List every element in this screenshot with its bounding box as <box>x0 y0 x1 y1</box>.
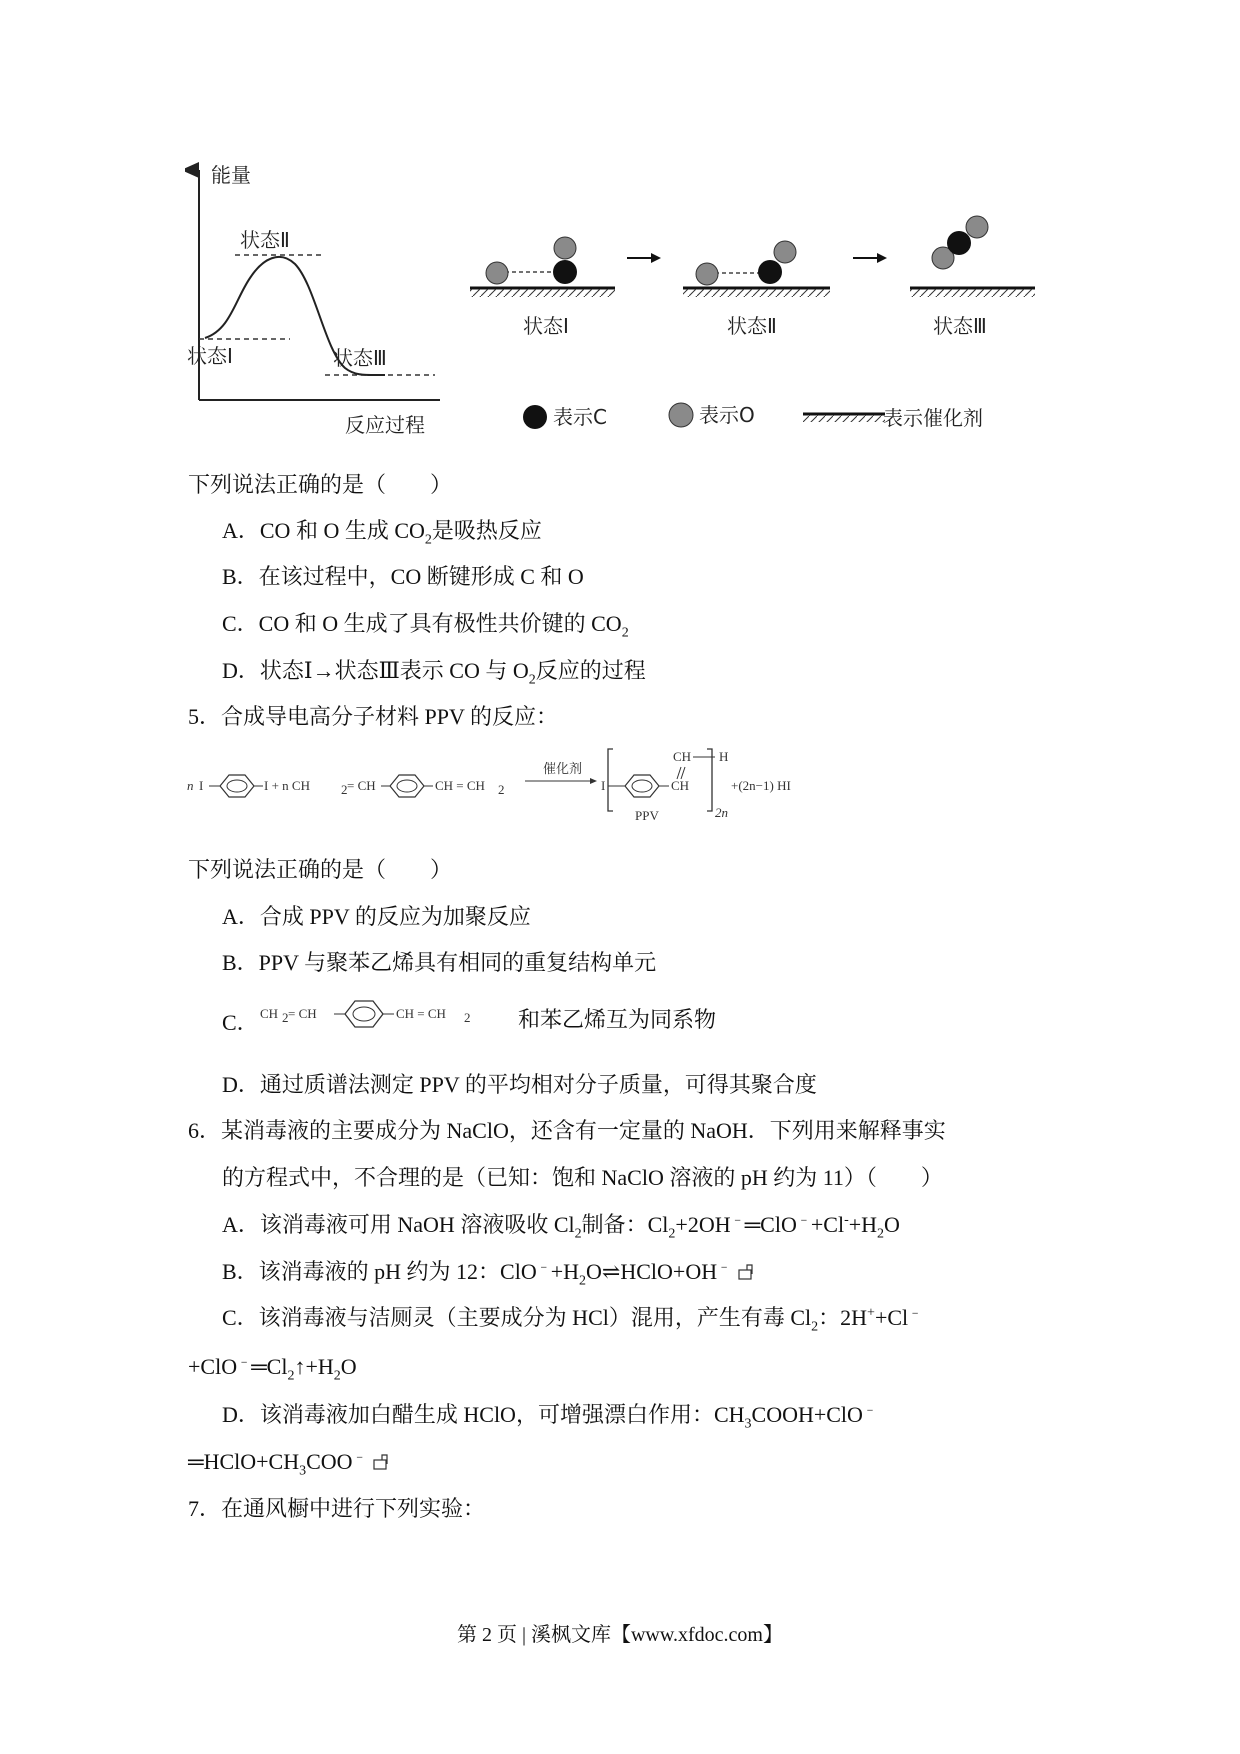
c-atom <box>947 231 971 255</box>
svg-text:I + n CH: I + n CH <box>264 778 310 793</box>
q5-option-b[interactable]: B．PPV 与聚苯乙烯具有相同的重复结构单元 <box>222 950 657 975</box>
q4-option-d[interactable]: D．状态Ⅰ→状态Ⅲ表示 CO 与 $O_2$反应的过程 <box>222 658 646 688</box>
benzene-ring-icon <box>625 775 659 797</box>
o-atom <box>774 241 796 263</box>
q6-option-a[interactable]: A．该消毒液可用 NaOH 溶液吸收 $Cl_2$制备：$Cl_2+2OH^﹣═ClO^﹣+Cl^-+H_2O$ <box>222 1212 900 1242</box>
q5-option-a[interactable]: A．合成 PPV 的反应为加聚反应 <box>222 904 531 929</box>
energy-diagram <box>185 160 455 450</box>
divinylbenzene-structure <box>258 995 518 1041</box>
arrow-icon <box>853 253 887 263</box>
q6-option-c-cont: $+ClO^﹣═Cl_2↑+H_2O$ <box>188 1354 357 1384</box>
state3-label: 状态Ⅲ <box>933 314 987 338</box>
q4-option-b[interactable]: B．在该过程中，CO 断键形成 C 和 O <box>222 564 584 589</box>
svg-text:催化剂: 催化剂 <box>543 761 583 776</box>
benzene-ring-icon <box>220 775 254 797</box>
q5-option-c-text: 和苯乙烯互为同系物 <box>518 1007 717 1032</box>
q4-prompt: 下列说法正确的是（ ） <box>188 472 453 497</box>
o-atom <box>966 216 988 238</box>
legend <box>523 403 983 430</box>
o-atom <box>486 262 508 284</box>
svg-text:CH: CH <box>671 778 690 793</box>
label-state3: 状态Ⅲ <box>333 346 387 370</box>
benzene-ring-icon <box>345 1001 383 1027</box>
polymer-bracket <box>707 749 712 811</box>
state3-illustration <box>910 216 1035 338</box>
svg-text:CH: CH <box>260 1006 279 1021</box>
svg-text:2: 2 <box>282 1010 289 1025</box>
svg-text:+(2n−1) HI: +(2n−1) HI <box>731 778 791 793</box>
label-state2: 状态Ⅱ <box>240 228 290 252</box>
o-atom <box>554 237 576 259</box>
state2-illustration <box>683 241 830 338</box>
q6-option-c[interactable]: C．该消毒液与洁厕灵（主要成分为 HCl）混用，产生有毒 $Cl_2$：2H++Cl﹣ <box>222 1305 923 1335</box>
svg-text:= CH: = CH <box>347 778 376 793</box>
benzene-ring-icon <box>390 775 424 797</box>
state2-label: 状态Ⅱ <box>727 314 777 338</box>
state1-label: 状态Ⅰ <box>523 314 569 338</box>
q4-option-c[interactable]: C．CO 和 O 生成了具有极性共价键的 $CO_2$ <box>222 611 629 641</box>
q5-option-c[interactable]: C． <box>222 1010 259 1035</box>
c-legend-icon <box>523 405 547 429</box>
svg-text:I: I <box>199 778 204 793</box>
svg-text:2: 2 <box>341 782 348 797</box>
polymer-bracket <box>608 749 613 811</box>
legend-c-label: 表示C <box>553 405 607 429</box>
q4-option-a[interactable]: A．CO 和 O 生成 $CO_2$是吸热反应 <box>222 518 542 548</box>
molecular-states-figure <box>465 200 1065 445</box>
legend-catalyst-label: 表示催化剂 <box>883 406 983 430</box>
y-axis-label: 能量 <box>211 163 251 187</box>
arrow-icon <box>627 253 661 263</box>
x-axis-label: 反应过程 <box>345 413 425 437</box>
c-atom <box>553 260 577 284</box>
q6-title-line2: 的方程式中，不合理的是（已知：饱和 NaClO 溶液的 pH 约为 11）（ ） <box>222 1165 943 1190</box>
legend-o-label: 表示O <box>699 403 755 427</box>
svg-text:PPV: PPV <box>635 808 659 823</box>
q7-title: 7．在通风橱中进行下列实验： <box>188 1496 486 1521</box>
q6-option-d[interactable]: D．该消毒液加白醋生成 HClO，可增强漂白作用：$CH_3COOH+ClO^﹣$ <box>222 1402 877 1432</box>
state1-illustration <box>470 237 615 338</box>
q6-option-b[interactable]: B．该消毒液的 pH 约为 12：$ClO^﹣+H_2O\rightleftharpoons HClO+OH^﹣$ <box>222 1257 757 1287</box>
c-atom <box>758 260 782 284</box>
svg-text:CH: CH <box>673 749 692 764</box>
paragraph-anchor-icon <box>737 1262 757 1282</box>
paragraph-anchor-icon <box>372 1452 392 1472</box>
label-state1: 状态Ⅰ <box>187 344 233 368</box>
svg-text:2: 2 <box>464 1010 471 1025</box>
svg-text:2: 2 <box>498 782 505 797</box>
q6-option-d-cont: $═HClO+CH_3COO^﹣$ <box>188 1447 392 1477</box>
svg-text:CH = CH: CH = CH <box>435 778 485 793</box>
svg-text:CH = CH: CH = CH <box>396 1006 446 1021</box>
o-atom <box>696 263 718 285</box>
q6-title-line1: 6．某消毒液的主要成分为 NaClO，还含有一定量的 NaOH．下列用来解释事实 <box>188 1118 946 1143</box>
q5-option-d[interactable]: D．通过质谱法测定 PPV 的平均相对分子质量，可得其聚合度 <box>222 1072 817 1097</box>
svg-text:2n: 2n <box>715 805 728 820</box>
o-legend-icon <box>669 403 693 427</box>
svg-text:H: H <box>719 749 729 764</box>
svg-text:n: n <box>187 778 194 793</box>
ppv-reaction-equation <box>185 745 845 825</box>
page-footer: 第 2 页 | 溪枫文库【www.xfdoc.com】 <box>456 1624 783 1646</box>
svg-text:I: I <box>601 778 606 793</box>
q5-prompt: 下列说法正确的是（ ） <box>188 857 453 882</box>
svg-text:= CH: = CH <box>288 1006 317 1021</box>
q5-title: 5．合成导电高分子材料 PPV 的反应： <box>188 704 558 729</box>
